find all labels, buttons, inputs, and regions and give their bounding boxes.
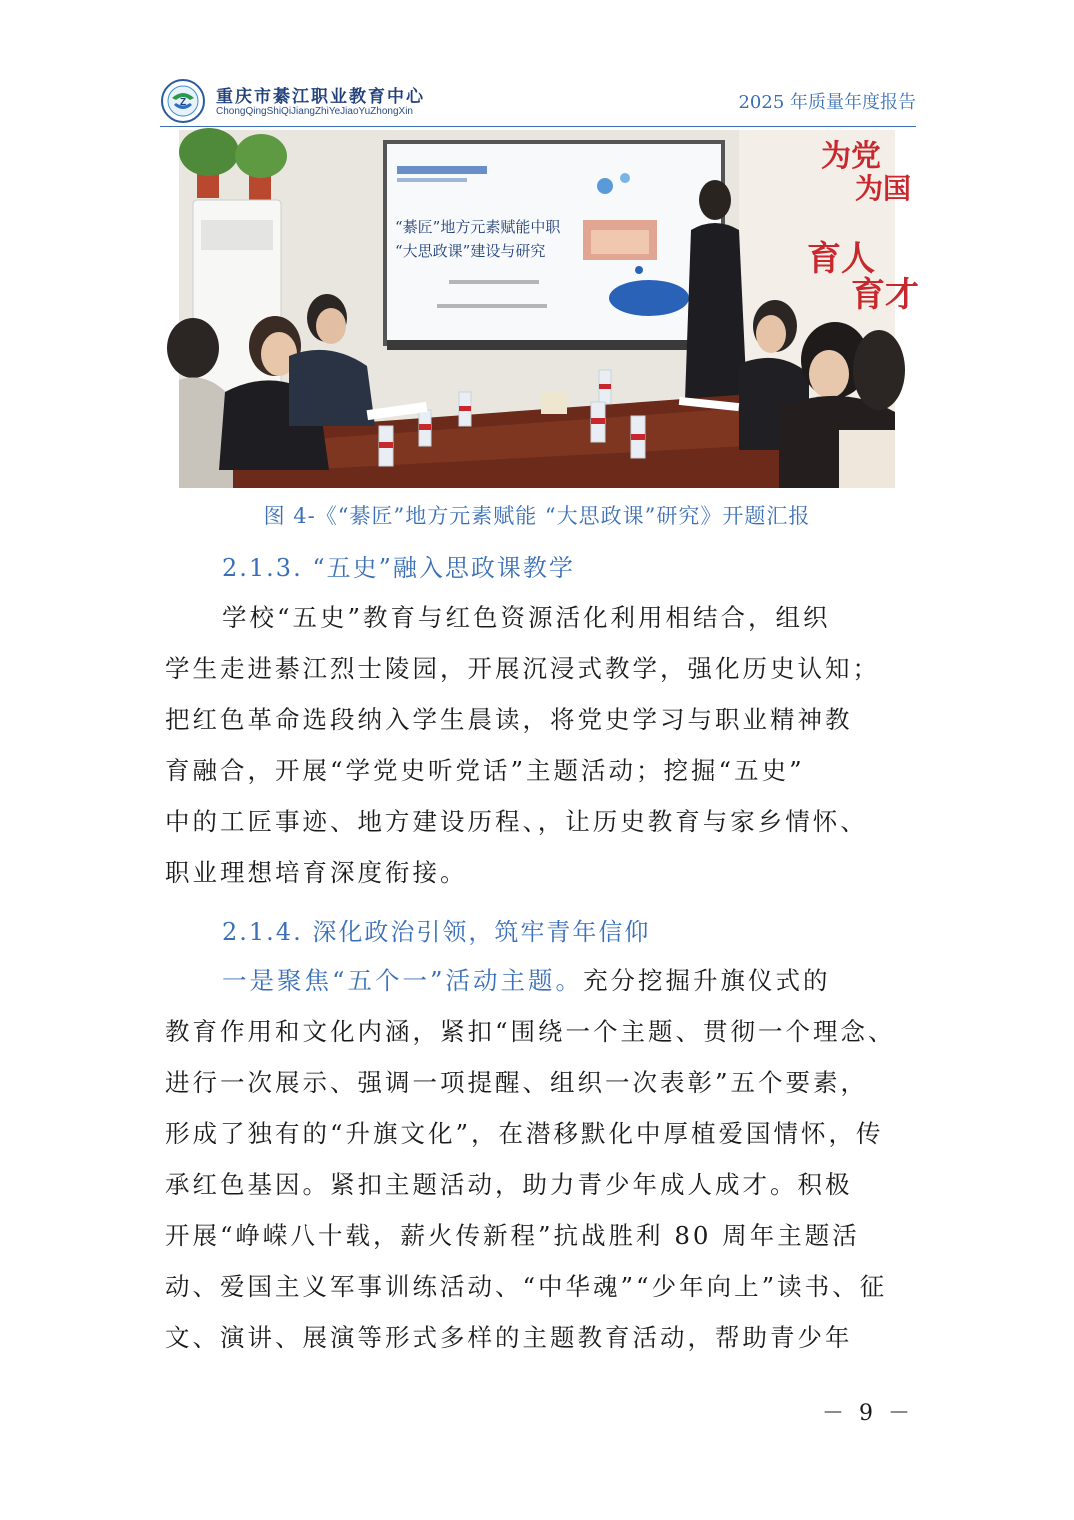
- org-name-cn: 重庆市綦江职业教育中心: [216, 87, 425, 107]
- paragraph-first-line: [165, 955, 925, 1006]
- paragraph-line: 进行一次展示、强调一项提醒、组织一次表彰”五个要素，: [165, 1068, 869, 1097]
- paragraph-line: 把红色革命选段纳入学生晨读，将党史学习与职业精神教: [165, 705, 853, 734]
- paragraph-line: 形成了独有的“升旗文化”，在潜移默化中厚植爱国情怀，传: [165, 1119, 884, 1148]
- figure-caption: 图 4-《“綦匠”地方元素赋能 “大思政课”研究》开题汇报: [263, 504, 811, 528]
- school-logo-icon: [160, 78, 206, 124]
- wall-slogan-2: 育人: [807, 239, 875, 279]
- section-2-1-3-body: [165, 592, 925, 898]
- paragraph-line: 学生走进綦江烈士陵园，开展沉浸式教学，强化历史认知；: [165, 654, 880, 683]
- wall-slogan-1: 为党: [821, 139, 881, 174]
- page-header: [160, 74, 916, 127]
- paragraph-line: 职业理想培育深度衔接。: [165, 858, 468, 887]
- highlight-lead: 一是聚焦“五个一”活动主题。: [222, 966, 584, 995]
- org-name-en: ChongQingShiQiJiangZhiYeJiaoYuZhongXin: [216, 106, 413, 117]
- paragraph-line: 文、演讲、展演等形式多样的主题教育活动，帮助青少年: [165, 1323, 853, 1352]
- paragraph-line: 开展“峥嵘八十载，薪火传新程”抗战胜利 80 周年主题活: [165, 1221, 860, 1250]
- paragraph-line-rest: 充分挖掘升旗仪式的: [583, 966, 831, 995]
- paragraph-line: 中的工匠事迹、地方建设历程、，让历史教育与家乡情怀、: [165, 807, 868, 836]
- paragraph-line: 动、爱国主义军事训练活动、“中华魂”“少年向上”读书、征: [165, 1272, 888, 1301]
- slide-title-line2: “大思政课”建设与研究: [395, 242, 546, 260]
- section-heading-2-1-3: 2.1.3. “五史”融入思政课教学: [222, 554, 575, 582]
- paragraph-line: 教育作用和文化内涵，紧扣“围绕一个主题、贯彻一个理念、: [165, 1017, 896, 1046]
- svg-text:Z: Z: [179, 97, 187, 108]
- report-title: 2025 年质量年度报告: [738, 92, 916, 113]
- paragraph-line: 学校“五史”教育与红色资源活化利用相结合，组织: [222, 603, 831, 632]
- paragraph-line: 承红色基因。紧扣主题活动，助力青少年成人成才。积极: [165, 1170, 853, 1199]
- paragraph-line: 育融合，开展“学党史听党话”主题活动；挖掘“五史”: [165, 756, 805, 785]
- section-2-1-4-body: [165, 955, 925, 1363]
- page-number: － 9 －: [822, 1401, 914, 1426]
- slide-title-line1: “綦匠”地方元素赋能中职: [395, 218, 561, 236]
- wall-slogan-4: 育才: [851, 275, 919, 315]
- wall-slogan-3: 为国: [855, 172, 912, 205]
- section-heading-2-1-4: 2.1.4. 深化政治引领，筑牢青年信仰: [222, 918, 651, 946]
- meeting-photo: [179, 130, 919, 488]
